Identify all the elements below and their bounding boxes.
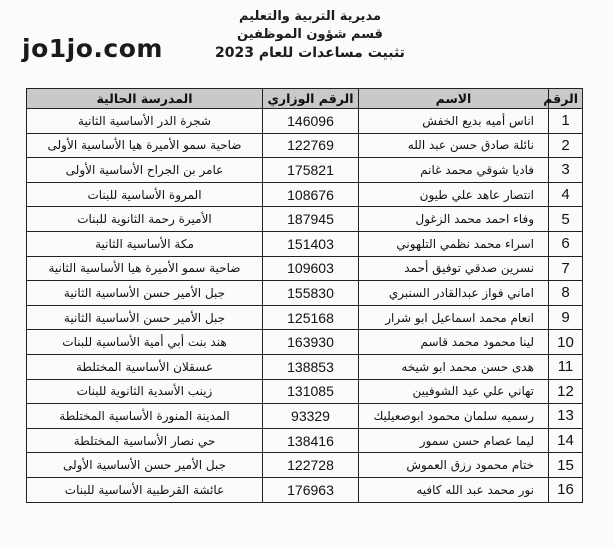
table-row xyxy=(27,207,583,232)
employees-table xyxy=(26,88,583,503)
table-row xyxy=(27,256,583,281)
header-subject: تثبيت مساعدات للعام 2023 xyxy=(215,45,405,61)
current-school: عامر بن الجراح الأساسية الأولى xyxy=(27,158,263,183)
current-school: جبل الأمير حسن الأساسية الأولى xyxy=(27,453,263,478)
ministry-number: 138853 xyxy=(263,354,359,379)
employee-name: انعام محمد اسماعيل ابو شرار xyxy=(359,305,549,330)
current-school: المروة الأساسية للبنات xyxy=(27,182,263,207)
employee-name: تهاني علي عيد الشوفيين xyxy=(359,379,549,404)
employee-name: اماني فواز عبدالقادر السنبري xyxy=(359,281,549,306)
current-school: الأميرة رحمة الثانوية للبنات xyxy=(27,207,263,232)
row-number: 7 xyxy=(549,256,583,281)
employee-name: انتصار عاهد علي طيون xyxy=(359,182,549,207)
ministry-number: 122769 xyxy=(263,133,359,158)
current-school: مكة الأساسية الثانية xyxy=(27,231,263,256)
current-school: ضاحية سمو الأميرة هيا الأساسية الثانية xyxy=(27,256,263,281)
employee-name: نسرين صدقي توفيق أحمد xyxy=(359,256,549,281)
row-number: 11 xyxy=(549,354,583,379)
row-number: 15 xyxy=(549,453,583,478)
employee-name: هدى حسن محمد ابو شيخه xyxy=(359,354,549,379)
employee-name: ليما عصام حسن سمور xyxy=(359,428,549,453)
table-body xyxy=(27,109,583,503)
table-row xyxy=(27,182,583,207)
current-school: المدينة المنورة الأساسية المختلطة xyxy=(27,404,263,429)
employee-name: نائلة صادق حسن عبد الله xyxy=(359,133,549,158)
table-row xyxy=(27,158,583,183)
header-ministry-number: الرقم الوزاري xyxy=(263,89,359,109)
table-row xyxy=(27,109,583,134)
current-school: هند بنت أبي أمية الأساسية للبنات xyxy=(27,330,263,355)
header-directorate: مديرية التربية والتعليم xyxy=(238,9,382,24)
table-row xyxy=(27,354,583,379)
employee-name: لينا محمود محمد قاسم xyxy=(359,330,549,355)
current-school: زينب الأسدية الثانوية للبنات xyxy=(27,379,263,404)
employee-name: ختام محمود رزق العموش xyxy=(359,453,549,478)
ministry-number: 108676 xyxy=(263,182,359,207)
table-row xyxy=(27,133,583,158)
ministry-number: 155830 xyxy=(263,281,359,306)
header-name: الاسم xyxy=(359,89,549,109)
ministry-number: 138416 xyxy=(263,428,359,453)
ministry-number: 176963 xyxy=(263,477,359,502)
row-number: 4 xyxy=(549,182,583,207)
header-number: الرقم xyxy=(549,89,583,109)
employee-name: نور محمد عبد الله كافيه xyxy=(359,477,549,502)
ministry-number: 131085 xyxy=(263,379,359,404)
employee-name: فاديا شوقي محمد غانم xyxy=(359,158,549,183)
row-number: 14 xyxy=(549,428,583,453)
ministry-number: 187945 xyxy=(263,207,359,232)
row-number: 10 xyxy=(549,330,583,355)
document-header xyxy=(200,8,420,62)
table-row xyxy=(27,231,583,256)
current-school: شجرة الدر الأساسية الثانية xyxy=(27,109,263,134)
current-school: ضاحية سمو الأميرة هيا الأساسية الأولى xyxy=(27,133,263,158)
employee-name: وفاء احمد محمد الزغول xyxy=(359,207,549,232)
row-number: 12 xyxy=(549,379,583,404)
current-school: جبل الأمير حسن الأساسية الثانية xyxy=(27,305,263,330)
employee-name: اناس أميه بديع الخفش xyxy=(359,109,549,134)
employee-name: رسميه سلمان محمود ابوصعيليك xyxy=(359,404,549,429)
ministry-number: 163930 xyxy=(263,330,359,355)
row-number: 16 xyxy=(549,477,583,502)
header-department: قسم شؤون الموظفين xyxy=(237,27,383,42)
row-number: 1 xyxy=(549,109,583,134)
row-number: 8 xyxy=(549,281,583,306)
row-number: 13 xyxy=(549,404,583,429)
ministry-number: 93329 xyxy=(263,404,359,429)
table-row xyxy=(27,379,583,404)
current-school: عائشة القرطبية الأساسية للبنات xyxy=(27,477,263,502)
table-row xyxy=(27,477,583,502)
ministry-number: 125168 xyxy=(263,305,359,330)
row-number: 2 xyxy=(549,133,583,158)
ministry-number: 122728 xyxy=(263,453,359,478)
current-school: عسقلان الأساسية المختلطة xyxy=(27,354,263,379)
current-school: جبل الأمير حسن الأساسية الثانية xyxy=(27,281,263,306)
row-number: 9 xyxy=(549,305,583,330)
current-school: حي نصار الأساسية المختلطة xyxy=(27,428,263,453)
header-school: المدرسة الحالية xyxy=(27,89,263,109)
ministry-number: 109603 xyxy=(263,256,359,281)
watermark-text: jo1jo.com xyxy=(22,34,163,63)
row-number: 6 xyxy=(549,231,583,256)
ministry-number: 175821 xyxy=(263,158,359,183)
table-row xyxy=(27,281,583,306)
table-row xyxy=(27,305,583,330)
table-row xyxy=(27,330,583,355)
row-number: 3 xyxy=(549,158,583,183)
table-row xyxy=(27,404,583,429)
table-row xyxy=(27,428,583,453)
table-row xyxy=(27,453,583,478)
table-header-row xyxy=(27,89,583,109)
employee-name: اسراء محمد نظمي التلهوني xyxy=(359,231,549,256)
ministry-number: 146096 xyxy=(263,109,359,134)
row-number: 5 xyxy=(549,207,583,232)
ministry-number: 151403 xyxy=(263,231,359,256)
